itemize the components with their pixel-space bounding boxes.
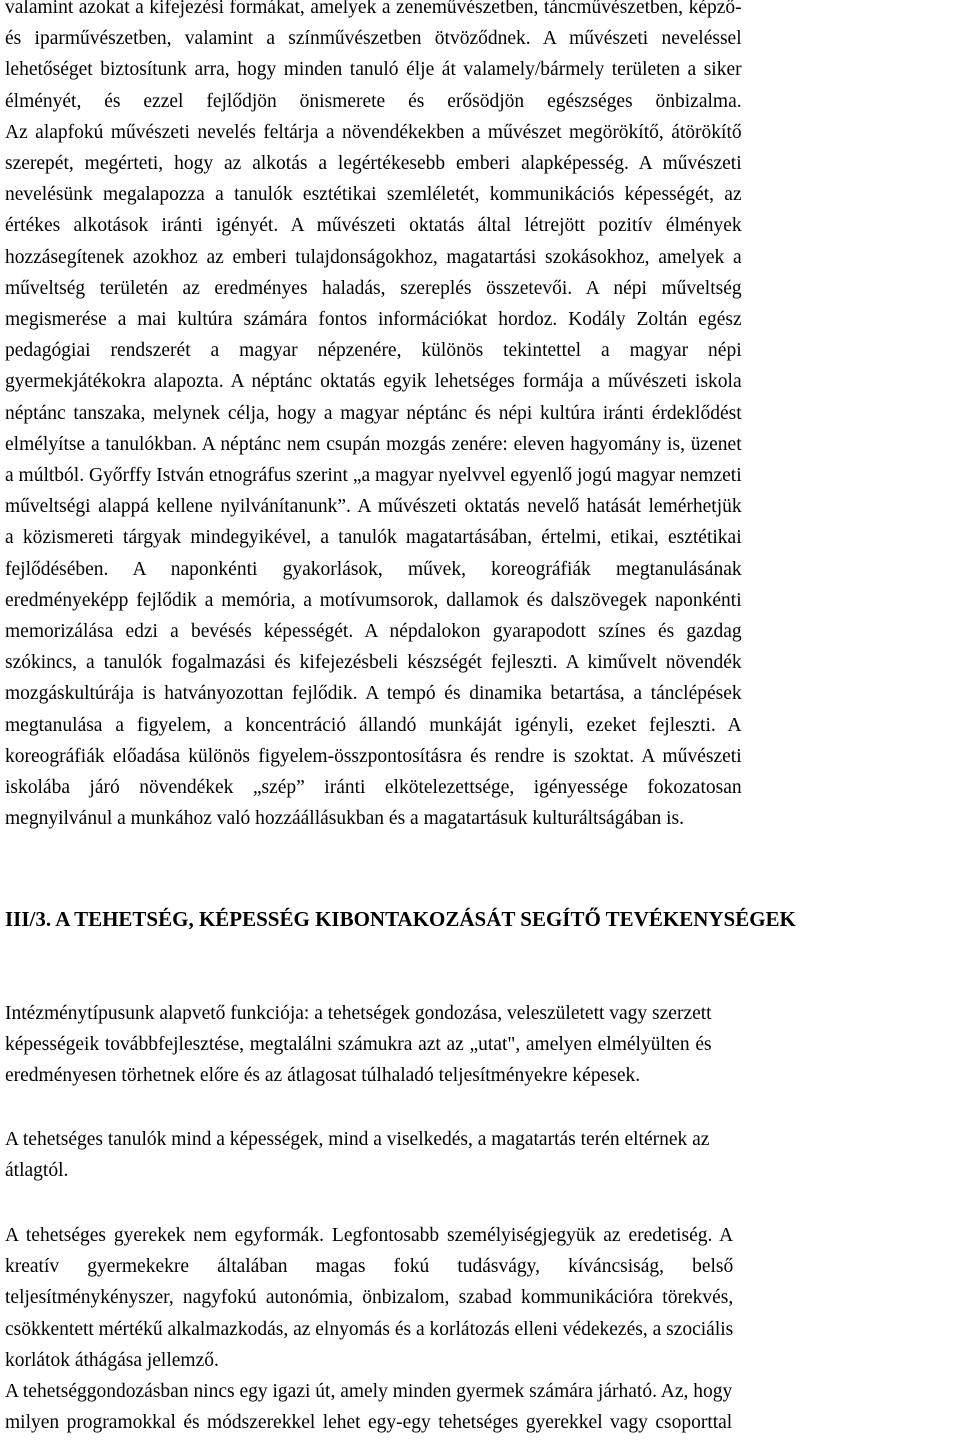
text-line: fejlődésében. A naponkénti gyakorlások, művek, koreográfiák megtanulásának xyxy=(5,558,742,580)
text-line: nevelésünk megalapozza a tanulók esztétikai szemléletét, kommunikációs képességét, az xyxy=(5,184,742,206)
text-line: korlátok áthágása jellemző. xyxy=(5,1349,219,1371)
text-line: valamint azokat a kifejezési formákat, amelyek a zeneművészetben, táncművészetben, képző- xyxy=(5,0,742,18)
text-line: csökkentett mértékű alkalmazkodás, az elnyomás és a korlátozás elleni védekezés, a szociális xyxy=(5,1318,734,1340)
text-line: memorizálása edzi a bevésés képességét. A népdalokon gyarapodott színes és gazdag xyxy=(5,621,742,643)
text-line: koreográfiák előadása különös figyelem-összpontosításra és rendre is szoktat. A művészeti xyxy=(5,745,742,767)
text-line: elmélyítse a tanulókban. A néptánc nem csupán mozgás zenére: eleven hagyomány is, üzenet xyxy=(5,433,742,455)
text-line: és iparművészetben, valamint a színművészetben ötvöződnek. A művészeti neveléssel xyxy=(5,28,742,50)
text-line: Intézménytípusunk alapvető funkciója: a tehetségek gondozása, veleszületett vagy szerzett xyxy=(5,1003,712,1024)
text-line: megnyilvánul a munkához való hozzáállásukban és a magatartásuk kulturáltságában is. xyxy=(5,808,685,830)
text-line: gyermekjátékokra alapozta. A néptánc oktatás egyik lehetséges formája a művészeti iskola xyxy=(5,371,742,393)
text-line: A tehetséges gyerekek nem egyformák. Legfontosabb személyiségjegyük az eredetiség. A xyxy=(5,1225,734,1246)
text-line: műveltségi alappá kellene nyilvánítanunk”. A művészeti oktatás nevelő hatását lemérhetjük xyxy=(5,496,742,518)
text-line: értékes alkotások iránti igényét. A művészeti oktatás által létrejött pozitív élmények xyxy=(5,215,742,237)
paragraph-institution-function xyxy=(5,998,712,1092)
text-line: néptánc tanszaka, melynek célja, hogy a magyar néptánc és népi kultúra iránti érdeklődést xyxy=(5,402,742,424)
section-heading: III/3. A TEHETSÉG, KÉPESSÉG KIBONTAKOZÁSÁT SEGÍTŐ TEVÉKENYSÉGEK xyxy=(5,907,796,931)
text-line: teljesítménykényszer, nagyfokú autonómia, önbizalom, szabad kommunikációra törekvés, xyxy=(5,1287,734,1309)
text-line: hozzásegítenek azokhoz az emberi tulajdonságokhoz, magatartási szokásokhoz, amelyek a xyxy=(5,246,742,268)
paragraph-talent-care xyxy=(5,1376,732,1438)
paragraph-arts-education xyxy=(5,0,742,834)
text-line: a közismereti tárgyak mindegyikével, a tanulók magatartásában, értelmi, etikai, esztétikai xyxy=(5,527,742,549)
text-line: eredményesen törhetnek előre és az átlagosat túlhaladó teljesítményekre képesek. xyxy=(5,1065,641,1087)
text-line: A tehetséggondozásban nincs egy igazi út, amely minden gyermek számára járható. Az, hogy xyxy=(5,1381,733,1402)
paragraph-talented-traits xyxy=(5,1220,733,1376)
text-line: Az alapfokú művészeti nevelés feltárja a növendékekben a művészet megörökítő, átörökítő xyxy=(5,121,742,143)
text-line: milyen programokkal és módszerekkel lehet egy-egy tehetséges gyerekkel vagy csoporttal xyxy=(5,1412,733,1434)
text-line: mozgáskultúrája is hatványozottan fejlődik. A tempó és dinamika betartása, a tánclépések xyxy=(5,683,742,705)
text-line: pedagógiai rendszerét a magyar népzenére, különös tekintettel a magyar népi xyxy=(5,340,742,362)
text-line: átlagtól. xyxy=(5,1160,69,1182)
text-line: A tehetséges tanulók mind a képességek, mind a viselkedés, a magatartás terén eltérnek az xyxy=(5,1129,710,1150)
text-line: eredményeképp fejlődik a memória, a motívumsorok, dallamok és dalszövegek naponkénti xyxy=(5,589,742,611)
paragraph-talented-students xyxy=(5,1124,709,1186)
text-line: képességeik továbbfejlesztése, megtalálni számukra azt az „utat", amelyen elmélyülten és xyxy=(5,1034,712,1056)
text-line: műveltség területén az eredményes haladás, szereplés összetevői. A népi műveltség xyxy=(5,277,742,299)
text-line: a múltból. Győrffy István etnográfus szerint „a magyar nyelvvel egyenlő jogú magyar nemzeti xyxy=(5,465,742,487)
text-line: szókincs, a tanulók fogalmazási és kifejezésbeli készségét fejleszti. A kiművelt növendék xyxy=(5,652,742,674)
text-line: lehetőséget biztosítunk arra, hogy minden tanuló élje át valamely/bármely területen a siker xyxy=(5,59,742,81)
text-line: megismerése a mai kultúra számára fontos információkat hordoz. Kodály Zoltán egész xyxy=(5,309,742,331)
text-line: élményét, és ezzel fejlődjön önismerete és erősödjön egészséges önbizalma. xyxy=(5,90,742,112)
text-line: iskolába járó növendékek „szép” iránti elkötelezettsége, igényessége fokozatosan xyxy=(5,777,742,799)
text-line: megtanulása a figyelem, a koncentráció állandó munkáját igényli, ezeket fejleszti. A xyxy=(5,714,742,736)
text-line: kreatív gyermekekre általában magas fokú tudásvágy, kíváncsiság, belső xyxy=(5,1256,734,1278)
text-line: szerepét, megérteti, hogy az alkotás a legértékesebb emberi alapképesség. A művészeti xyxy=(5,153,742,175)
